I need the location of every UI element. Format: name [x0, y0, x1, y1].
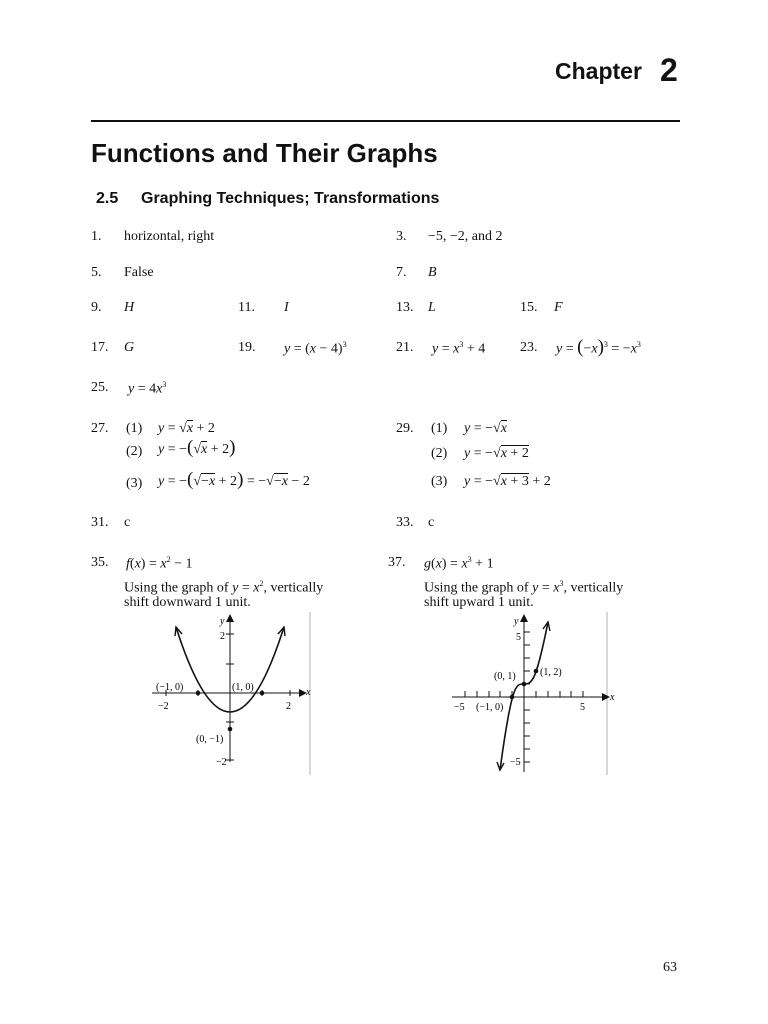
point-inflection [522, 682, 527, 687]
answer-number: 31. [91, 515, 109, 530]
answer-equation: y = √x + 2 [158, 421, 215, 436]
x-axis-label: x [610, 692, 615, 703]
answer-equation: y = −(√−x + 2) = −√−x − 2 [158, 469, 310, 490]
parabola-graph [140, 612, 320, 777]
point-vertex [228, 727, 233, 732]
answer-text: G [124, 340, 135, 355]
answer-number: 19. [238, 340, 256, 355]
answer-number: 27. [91, 421, 109, 436]
answer-number: 23. [520, 340, 538, 355]
answer-description: Using the graph of $y = x^3$, vertically [424, 579, 624, 596]
answer-text: c [124, 515, 131, 530]
part-label: (1) [126, 421, 143, 436]
answer-equation: $f(x) = x^2 - 1$ [126, 555, 193, 572]
answer-number: 15. [520, 300, 538, 315]
y-axis-label: y [220, 616, 225, 627]
part-label: (2) [431, 446, 448, 461]
answer-equation: $g(x) = x^3 + 1$ [424, 555, 494, 572]
answer-equation: y = −√x [464, 421, 507, 436]
answer-number: 35. [91, 555, 109, 570]
answer-number: 37. [388, 555, 406, 570]
point-label: (−1, 0) [476, 702, 504, 713]
answer-number: 3. [396, 229, 407, 244]
point-label: (0, −1) [196, 734, 224, 745]
point-left-root [196, 691, 201, 696]
section-title: Graphing Techniques; Transformations [141, 190, 440, 207]
point-root [510, 695, 515, 700]
part-label: (3) [431, 474, 448, 489]
tick-label: −2 [158, 701, 169, 712]
page-number: 63 [663, 960, 677, 975]
tick-label: −5 [510, 757, 521, 768]
answer-number: 11. [238, 300, 255, 315]
answer-text: False [124, 265, 154, 280]
answer-number: 9. [91, 300, 102, 315]
answer-number: 21. [396, 340, 414, 355]
answer-text: H [124, 300, 135, 315]
answer-text: horizontal, right [124, 229, 215, 244]
answer-description: shift upward 1 unit. [424, 595, 534, 610]
point-label: (0, 1) [494, 671, 516, 682]
answer-equation: $y = x^3 + 4$ [432, 340, 486, 357]
answer-equation: $y = (x - 4)^3$ [284, 340, 347, 357]
page-title: Functions and Their Graphs [91, 138, 438, 168]
tick-label: 5 [580, 702, 585, 713]
section-number: 2.5 [96, 190, 119, 207]
answer-number: 17. [91, 340, 109, 355]
chapter-number: 2 [660, 52, 678, 88]
x-axis-label: x [306, 687, 311, 698]
answer-text: c [428, 515, 435, 530]
tick-label: −2 [216, 757, 227, 768]
tick-label: 5 [516, 632, 521, 643]
point-label: (−1, 0) [156, 682, 184, 693]
answer-number: 1. [91, 229, 102, 244]
answer-text: I [284, 300, 289, 315]
answer-number: 29. [396, 421, 414, 436]
answer-description: Using the graph of $y = x^2$, vertically [124, 579, 324, 596]
answer-equation: $y = (-x)^3 = -x^3$ [556, 336, 641, 358]
answer-equation: y = −(√x + 2) [158, 437, 236, 458]
answer-text: L [428, 300, 436, 315]
point-label: (1, 2) [540, 667, 562, 678]
point-right-root [260, 691, 265, 696]
answer-equation: y = −√x + 3 + 2 [464, 474, 551, 489]
answer-number: 13. [396, 300, 414, 315]
part-label: (3) [126, 476, 143, 491]
point-one-two [534, 669, 539, 674]
answer-text: −5, −2, and 2 [428, 229, 503, 244]
tick-label: 2 [286, 701, 291, 712]
answer-description: shift downward 1 unit. [124, 595, 251, 610]
tick-label: −5 [454, 702, 465, 713]
answer-equation: $y = 4x^3$ [128, 380, 167, 397]
answer-equation: y = −√x + 2 [464, 446, 529, 461]
cubic-graph [440, 612, 620, 777]
chapter-label: Chapter [555, 58, 642, 84]
answer-text: B [428, 265, 437, 280]
tick-label: 2 [220, 631, 225, 642]
point-label: (1, 0) [232, 682, 254, 693]
answer-number: 7. [396, 265, 407, 280]
part-label: (1) [431, 421, 448, 436]
part-label: (2) [126, 444, 143, 459]
answer-number: 25. [91, 380, 109, 395]
y-axis-label: y [514, 616, 519, 627]
header-rule [91, 120, 680, 122]
answer-text: F [554, 300, 563, 315]
answer-number: 5. [91, 265, 102, 280]
answer-number: 33. [396, 515, 414, 530]
